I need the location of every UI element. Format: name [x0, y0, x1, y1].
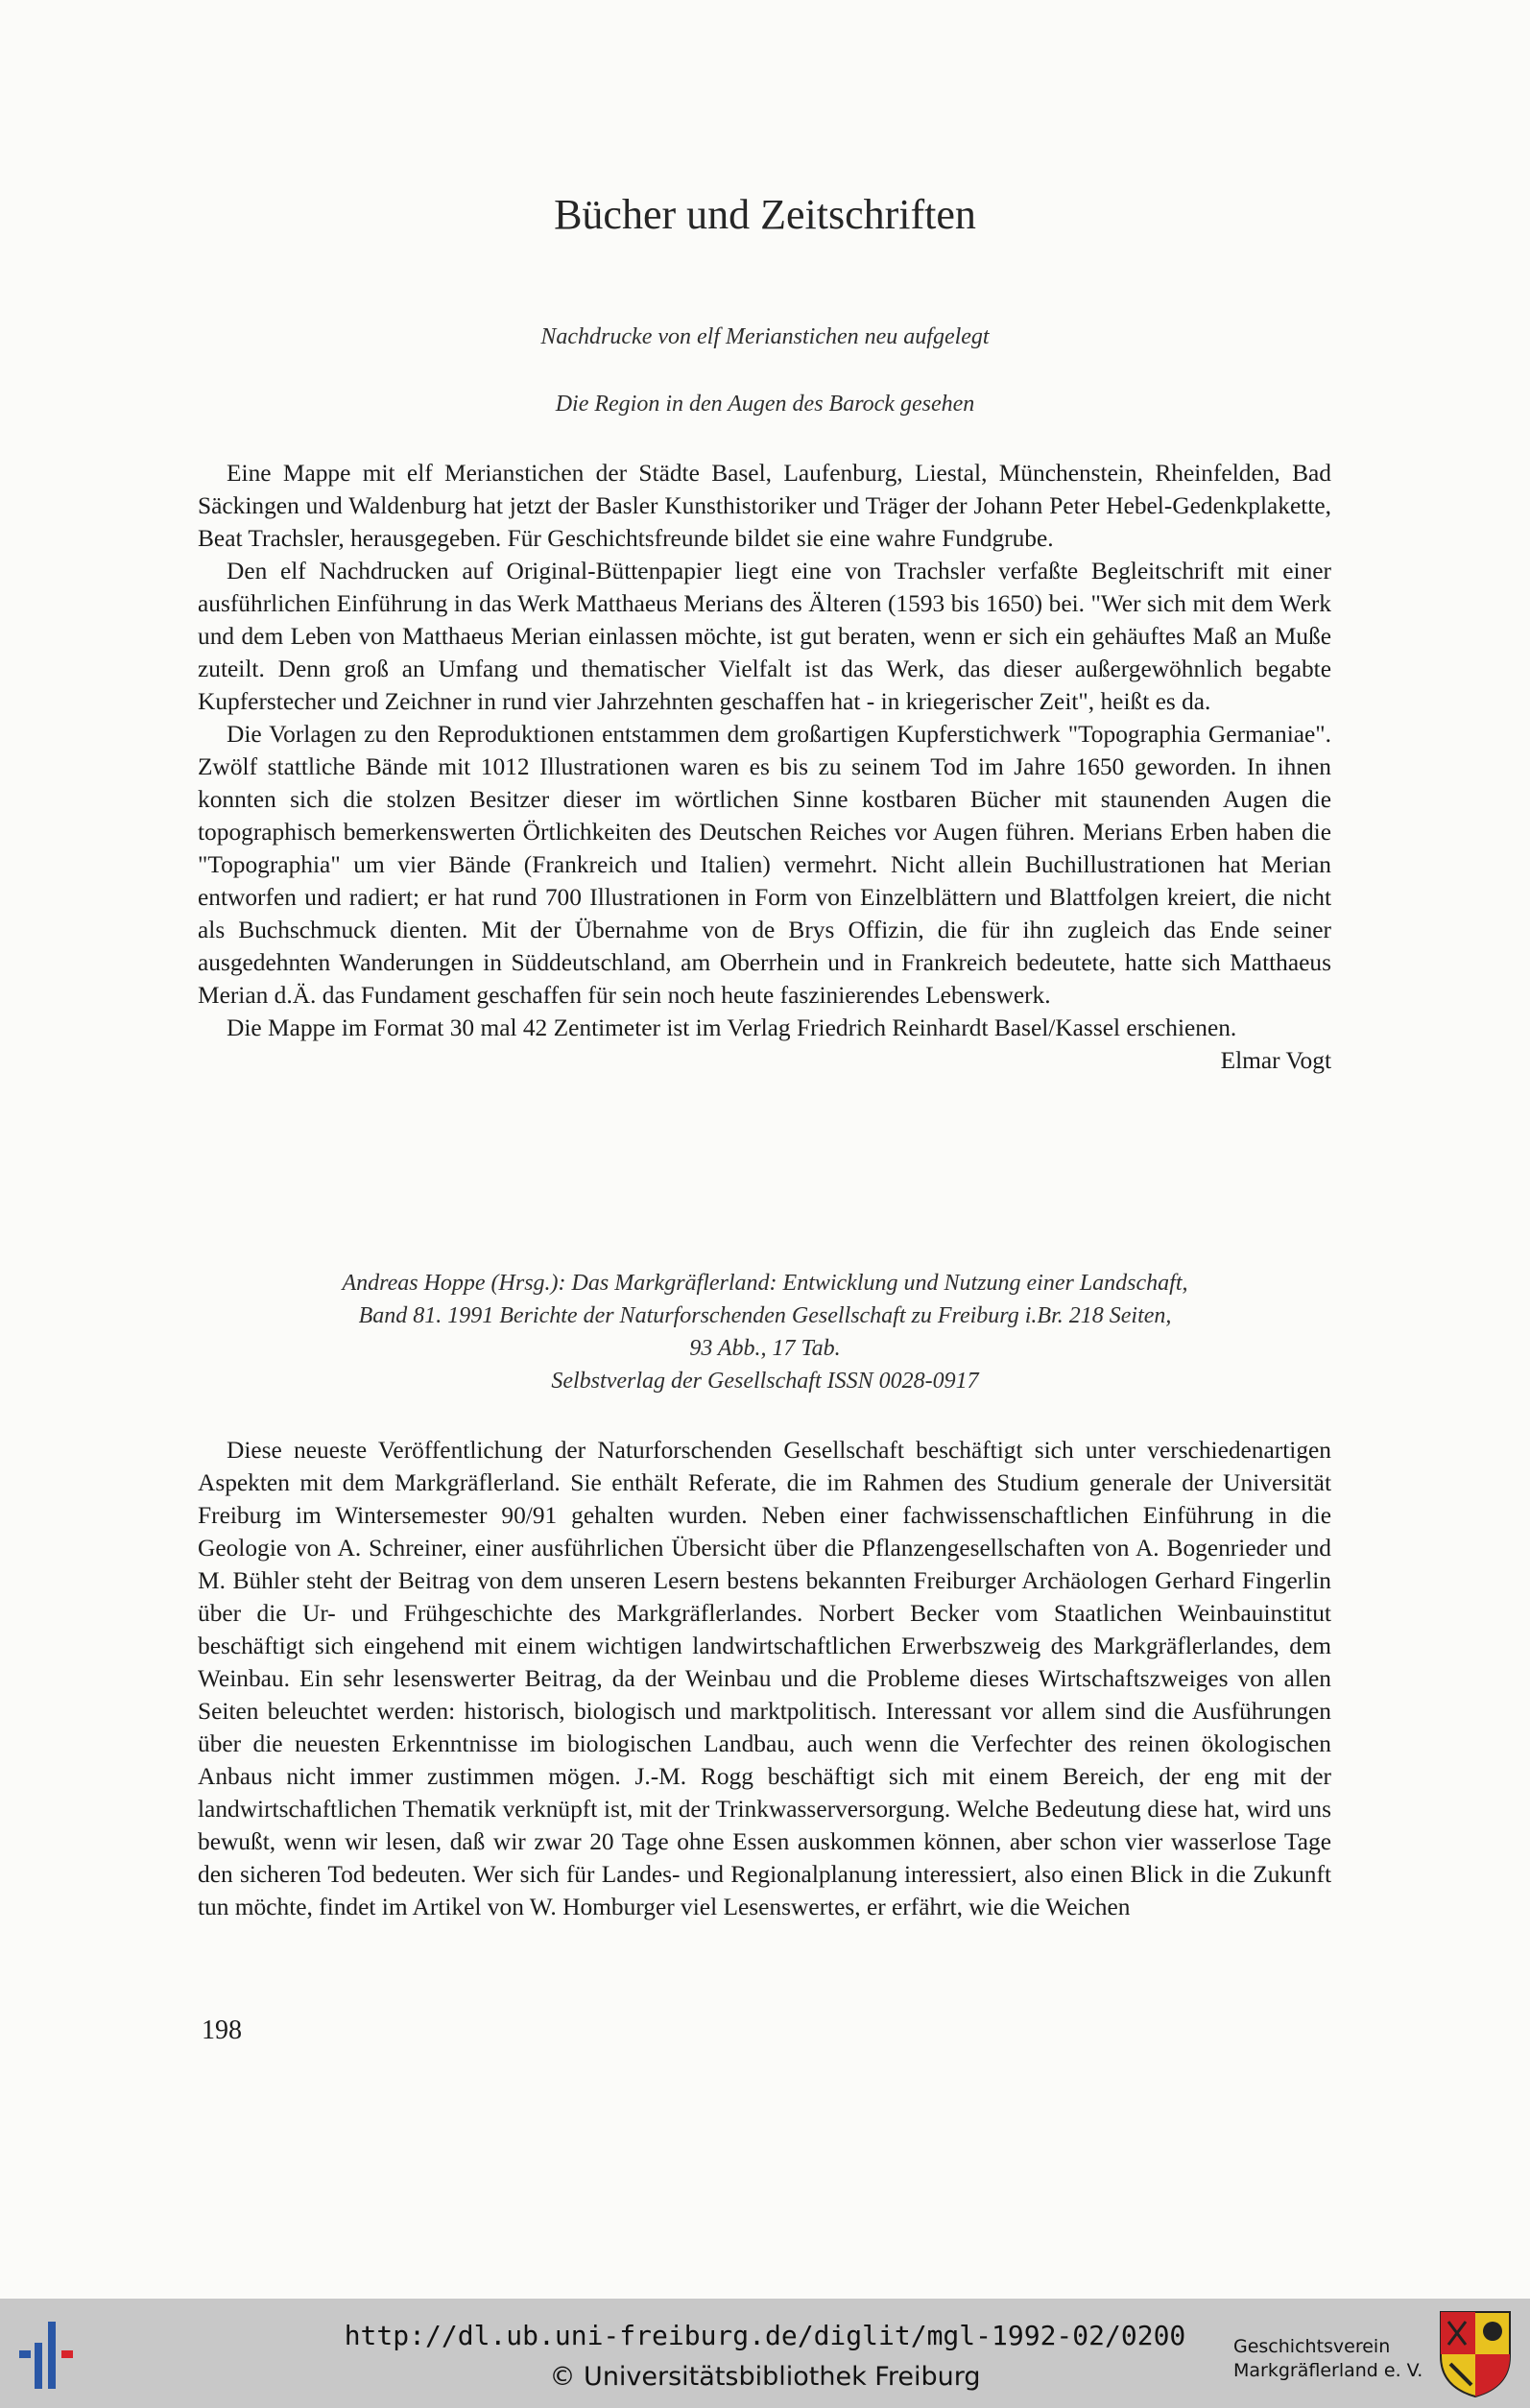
reference-line: Band 81. 1991 Berichte der Naturforschenden Gesellschaft zu Freiburg i.Br. 218 Seiten, [358, 1303, 1172, 1328]
paragraph: Die Vorlagen zu den Reproduktionen entstammen dem großartigen Kupferstichwerk "Topographia Germaniae". Zwölf stattliche Bände mit 1012 Illustrationen waren es bis zu seinem Tod im Jahre 1650 geworden. In ihnen konnten sich die stolzen Besitzer dieser im wörtlichen Sinne kostbaren Bücher mit staunenden Augen die topographisch bemerkenswerten Örtlichkeiten des Deutschen Reiches vor Augen führen. Merians Erben haben die "Topographia" um vier Bände (Frankreich und Italien) vermehrt. Nicht allein Buchillustrationen hat Merian entworfen und radiert; er hat rund 700 Illustrationen in Form von Einzelblättern und Blattfolgen kreiert, die nicht als Buchschmuck dienten. Mit der Übernahme von de Brys Offizin, die für ihn zugleich das Ende seiner ausgedehnten Wanderungen in Süddeutschland, am Oberrhein und in Frankreich bedeutete, hatte sich Matthaeus Merian d.Ä. das Fundament geschaffen für sein noch heute faszinierendes Lebenswerk. [198, 721, 1331, 1009]
society-name-line: Markgräflerland e. V. [1233, 2360, 1423, 2381]
page-title: Bücher und Zeitschriften [554, 191, 976, 238]
reference-line: 93 Abb., 17 Tab. [689, 1336, 841, 1361]
document-url-link[interactable]: http://dl.ub.uni-freiburg.de/diglit/mgl-1992-02/0200 [344, 2320, 1186, 2351]
paragraph: Den elf Nachdrucken auf Original-Büttenpapier liegt eine von Trachsler verfaßte Begleitschrift mit einer ausführlichen Einführung in das Werk Matthaeus Merians des Älteren (1593 bis 1650) bei. "Wer sich mit dem Werk und dem Leben von Matthaeus Merian einlassen möchte, ist gut beraten, wenn er sich ein gehäuftes Maß an Muße zuteilt. Denn groß an Umfang und thematischer Vielfalt ist das Werk, das dieser außergewöhnlich begabte Kupferstecher und Zeichner in rund vier Jahrzehnten geschaffen hat - in kriegerischer Zeit", heißt es da. [198, 558, 1331, 715]
paragraph: Diese neueste Veröffentlichung der Naturforschenden Gesellschaft beschäftigt sich unter verschiedenartigen Aspekten mit dem Markgräflerland. Sie enthält Referate, die im Rahmen des Studium generale der Universität Freiburg im Wintersemester 90/91 gehalten wurden. Neben einer fachwissenschaftlichen Einführung in die Geologie von A. Schreiner, einer ausführlichen Übersicht über die Pflanzengesellschaften von A. Bogenrieder und M. Bühler steht der Beitrag von dem unseren Lesern bestens bekannten Freiburger Archäologen Gerhard Fingerlin über die Ur- und Frühgeschichte des Markgräflerlandes. Norbert Becker vom Staatlichen Weinbauinstitut beschäftigt sich eingehend mit einem wichtigen landwirtschaftlichen Erwerbszweig des Markgräflerlandes, dem Weinbau. Ein sehr lesenswerter Beitrag, da der Weinbau und die Probleme dieses Wirtschaftszweiges von allen Seiten beleuchtet werden: historisch, biologisch und marktpolitisch. Interessant vor allem sind die Ausführungen über die neuesten Erkenntnisse im biologischen Landbau, auch wenn die Verfechter des reinen ökologischen Anbaus nicht immer zustimmen mögen. J.-M. Rogg beschäftigt sich mit einem Bereich, der eng mit der landwirtschaftlichen Thematik verknüpft ist, mit der Trinkwasserversorgung. Welche Bedeutung diese hat, wird uns bewußt, wenn wir lesen, daß wir zwar 20 Tage ohne Essen auskommen können, aber schon vier wasserlose Tage den sicheren Tod bedeuten. Wer sich für Landes- und Regionalplanung interessiert, also einen Blick in die Zukunft tun möchte, findet im Artikel von W. Homburger viel Lesenswertes, er erfährt, wie die Weichen [198, 1437, 1331, 1920]
article-subtitle-secondary: Die Region in den Augen des Barock gesehen [555, 392, 975, 417]
copyright-text: © Universitätsbibliothek Freiburg [549, 2362, 981, 2392]
review-body [198, 1434, 1331, 1923]
article-body [198, 457, 1331, 1077]
book-reference [0, 1267, 1530, 1397]
author-signature: Elmar Vogt [1220, 1047, 1331, 1074]
coat-of-arms-icon [1437, 2308, 1514, 2405]
page-number: 198 [202, 2015, 242, 2045]
article-subtitle: Nachdrucke von elf Merianstichen neu aufgelegt [540, 324, 990, 349]
footer-bar [0, 2299, 1530, 2408]
society-name-line: Geschichtsverein [1233, 2336, 1391, 2357]
reference-line: Andreas Hoppe (Hrsg.): Das Markgräflerland: Entwicklung und Nutzung einer Landschaft, [342, 1271, 1188, 1296]
paragraph: Eine Mappe mit elf Merianstichen der Städte Basel, Laufenburg, Liestal, Münchenstein, Rheinfelden, Bad Säckingen und Waldenburg hat jetzt der Basler Kunsthistoriker und Träger der Johann Peter Hebel-Gedenkplakette, Beat Trachsler, herausgegeben. Für Geschichtsfreunde bildet sie eine wahre Fundgrube. [198, 460, 1331, 552]
paragraph: Die Mappe im Format 30 mal 42 Zentimeter ist im Verlag Friedrich Reinhardt Basel/Kassel erschienen. [227, 1014, 1237, 1041]
society-name [1233, 2335, 1422, 2383]
reference-line: Selbstverlag der Gesellschaft ISSN 0028-0917 [551, 1369, 979, 1394]
